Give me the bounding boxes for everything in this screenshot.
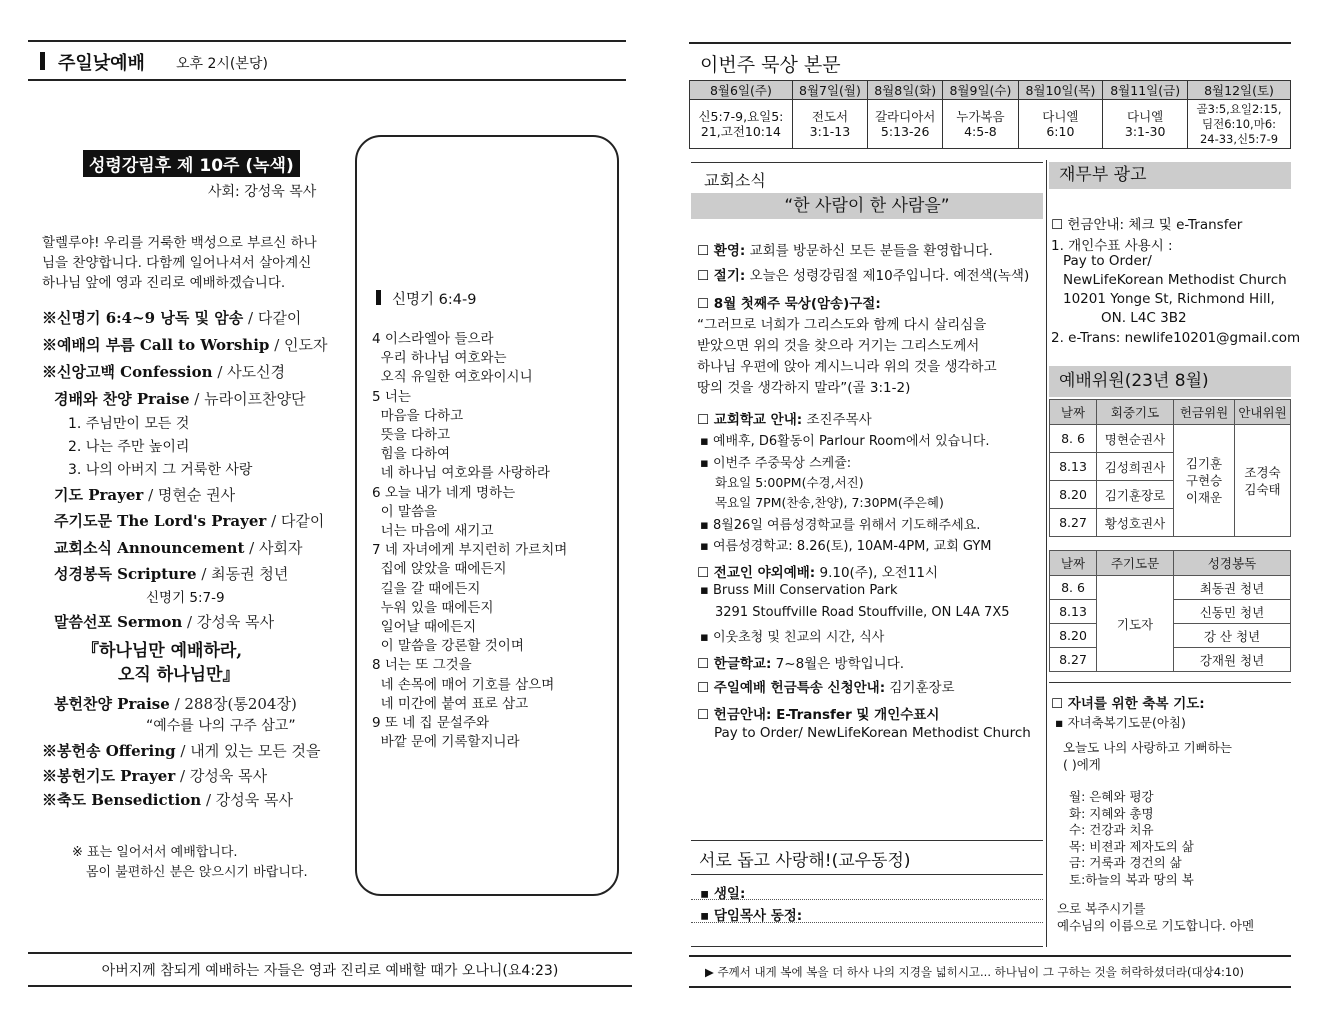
news-school-time: 화요일 5:00PM(수경,서진) [715, 475, 864, 490]
column-divider [1046, 160, 1047, 947]
verse-line: 바깥 문에 기록할지니라 [372, 734, 520, 751]
sermon-title-line1: 『하나님만 예배하라, [82, 641, 243, 661]
verse-line: 이 말씀을 강론할 것이며 [372, 638, 524, 655]
offering-team: 김기훈 구현승 이재운 [1174, 425, 1235, 537]
care-title: 서로 돕고 사랑해!(교우동정) [699, 851, 911, 871]
order-item: ※예배의 부름 Call to Worship / 인도자 [42, 336, 328, 354]
verse-line: 일어날 때에든지 [372, 619, 477, 635]
schedule-day: 8월10일(목) [1018, 81, 1103, 100]
verse-line: 5 너는 [372, 388, 411, 405]
offering-praise: 봉헌찬양 Praise / 288장(통204장) [54, 695, 297, 713]
hymn-3: 3. 나의 아버지 그 거룩한 사랑 [68, 462, 253, 478]
service-title: 성령강림후 제 10주 (녹색) [83, 150, 300, 177]
lords-prayer-leader: 기도자 [1097, 576, 1174, 672]
footer-rule-top [28, 952, 632, 954]
verse-line: 마음을 다하고 [372, 407, 464, 424]
finance-title: 재무부 광고 [1049, 162, 1291, 189]
news-outdoor: ☐ 전교인 야외예배: 9.10(주), 오전11시 [697, 565, 939, 581]
schedule-day: 8월8일(화) [868, 81, 943, 100]
care-pastor: ▪ 담임목사 동정: [700, 908, 803, 924]
news-banner: “한 사람이 한 사람을” [691, 193, 1043, 219]
top-rule [28, 40, 626, 42]
top-rule [689, 42, 1291, 44]
schedule-passage: 다니엘 3:1-30 [1103, 100, 1188, 149]
prayer-days: 월: 은혜와 평강 화: 지혜와 총명 수: 건강과 치유 목: 비젼과 제자도의 삶 금: 거룩과 경건의 삶 토:하늘의 복과 땅의 복 [1069, 789, 1194, 887]
finance-line: NewLifeKorean Methodist Church [1063, 272, 1287, 288]
news-school-time: 목요일 7PM(찬송,찬양), 7:30PM(주은혜) [715, 495, 944, 510]
verse-line: 길을 갈 때에든지 [372, 580, 481, 597]
care-rule [691, 946, 1043, 947]
schedule-passage: 골3:5,요일2:15, 딤전6:10,마6: 24-33,신5:7-9 [1188, 100, 1291, 149]
news-rule [691, 162, 1043, 163]
verse-line: 누워 있을 때에든지 [372, 599, 494, 616]
schedule-passage: 다니엘 6:10 [1018, 100, 1103, 149]
news-season: ☐ 절기: 오늘은 성령강림절 제10주입니다. 예전색(녹색) [697, 268, 1030, 284]
order-item: 교회소식 Announcement / 사회자 [54, 539, 303, 557]
verse-line: 7 네 자녀에게 부지런히 가르치며 [372, 542, 568, 559]
verse-line: 9 또 네 집 문설주와 [372, 715, 490, 731]
verse-line: 8 너는 또 그것을 [372, 657, 472, 674]
finance-line: Pay to Order/ [1063, 253, 1152, 269]
news-memory-label: ☐ 8월 첫째주 묵상(암송)구절: [697, 296, 881, 312]
news-school-item: ▪ 여름성경학교: 8.26(토), 10AM-4PM, 교회 GYM [700, 539, 992, 554]
care-birthday: ▪ 생일: [700, 886, 746, 902]
order-item: 기도 Prayer / 명현순 권사 [54, 486, 236, 504]
presider: 사회: 강성욱 목사 [208, 184, 317, 200]
sermon-title-line2: 오직 하나님만』 [118, 665, 240, 685]
news-outdoor-note: ▪ 이웃초청 및 친교의 시간, 식사 [700, 630, 885, 645]
verse-line: 네 미간에 붙여 표로 삼고 [372, 695, 529, 712]
reading-duty-table: 날짜 주기도문 성경봉독 8. 6 기도자 최동권 청년 8.13 신동민 청년 8.20 강 산 청년 8.27 강재원 청년 [1049, 550, 1291, 672]
order-item: ※신명기 6:4~9 낭독 및 암송 / 다같이 [42, 309, 302, 327]
footer-verse: 아버지께 참되게 예배하는 자들은 영과 진리로 예배할 때가 오나니(요4:23) [101, 963, 559, 979]
hymn-1: 1. 주님만이 모든 것 [68, 416, 190, 432]
schedule-day: 8월11일(금) [1103, 81, 1188, 100]
usher-team: 조경숙 김숙태 [1235, 425, 1291, 537]
news-title: 교회소식 [704, 171, 766, 190]
verse-line: 이 말씀을 [372, 503, 438, 520]
care-rule [691, 874, 1043, 875]
schedule-passage: 누가복음 4:5-8 [943, 100, 1018, 149]
schedule-day: 8월9일(수) [943, 81, 1018, 100]
news-welcome: ☐ 환영: 교회를 방문하신 모든 분들을 환영합니다. [697, 243, 993, 259]
news-school-item: ▪ 이번주 주중묵상 스케쥴: [700, 456, 852, 471]
verse-line: 4 이스라엘아 들으라 [372, 331, 494, 347]
bar-mark [40, 52, 45, 70]
schedule-day: 8월6일(주) [690, 81, 793, 100]
header-rule [28, 79, 626, 81]
finance-line: ☐ 헌금안내: 체크 및 e-Transfer [1051, 217, 1243, 233]
order-item: ※봉헌송 Offering / 내게 있는 모든 것을 [42, 742, 321, 760]
order-item: 주기도문 The Lord's Prayer / 다같이 [54, 512, 325, 530]
finance-line: 1. 개인수표 사용시 : [1051, 238, 1173, 254]
news-outdoor-addr: 3291 Stouffville Road Stouffville, ON L4A 7X5 [715, 605, 1010, 620]
prayer-sub: ▪ 자녀축복기도문(아침) [1055, 715, 1186, 730]
news-etransfer: Pay to Order/ NewLifeKorean Methodist Church [714, 725, 1031, 741]
prayer-lines: 오늘도 나의 사랑하고 기뻐하는 ( )에게 [1063, 740, 1232, 772]
footer-rule-bottom [28, 985, 632, 987]
meditation-title: 이번주 묵상 본문 [700, 54, 841, 76]
schedule-day: 8월7일(월) [792, 81, 867, 100]
meditation-schedule [689, 80, 1291, 149]
news-etransfer-label: ☐ 헌금안내: E-Transfer 및 개인수표시 [697, 707, 940, 723]
news-offering-song: ☐ 주일예배 헌금특송 신청안내: 김기훈장로 [697, 680, 955, 696]
sermon: 말씀선포 Sermon / 강성욱 목사 [54, 613, 275, 631]
finance-line: 10201 Yonge St, Richmond Hill, [1063, 291, 1275, 307]
prayer-closing: 으로 복주시기를 예수님의 이름으로 기도합니다. 아멘 [1057, 901, 1255, 933]
news-outdoor-place: ▪ Bruss Mill Conservation Park [700, 583, 898, 598]
verse-line: 집에 앉았을 때에든지 [372, 561, 507, 578]
worship-time: 오후 2시(본당) [176, 56, 268, 72]
verse-line: 오직 유일한 여호와이시니 [372, 369, 533, 386]
verse-line: 뜻을 다하고 [372, 427, 451, 443]
dotted-rule [691, 899, 1043, 900]
prayer-title: ☐ 자녀를 위한 축복 기도: [1051, 696, 1205, 712]
news-school-item: ▪ 8월26일 여름성경학교를 위해서 기도해주세요. [700, 518, 981, 533]
news-korean-school: ☐ 한글학교: 7~8월은 방학입니다. [697, 656, 905, 672]
news-memory-verse: “그러므로 너희가 그리스도와 함께 다시 살리심을 받았으면 위의 것을 찾으라 거기는 그리스도께서 하나님 우편에 앉아 계시느니라 위의 것을 생각하고 땅의 것을 생각하지 말라”(골 3:1-2) [697, 317, 997, 396]
news-school: ☐ 교회학교 안내: 조진주목사 [697, 412, 872, 428]
hymn-2: 2. 나는 주만 높이리 [68, 439, 190, 455]
footer-verse: ▶ 주께서 내게 복에 복을 더 하사 나의 지경을 넓히시고... 하나님이 그 구하는 것을 허락하셨더라(대상4:10) [705, 965, 1245, 979]
schedule-day: 8월12일(토) [1188, 81, 1291, 100]
finance-line: 2. e-Trans: newlife10201@gmail.com [1051, 330, 1301, 346]
order-item: ※봉헌기도 Prayer / 강성욱 목사 [42, 767, 268, 785]
scripture-ref: 신명기 5:7-9 [146, 590, 225, 606]
verse-line: 너는 마음에 새기고 [372, 523, 494, 539]
order-item: 경배와 찬양 Praise / 뉴라이프찬양단 [54, 390, 306, 408]
order-item: ※신앙고백 Confession / 사도신경 [42, 363, 286, 381]
verse-line: 힘을 다하여 [372, 446, 451, 463]
footer-rule-top [689, 955, 1291, 957]
bar-mark [376, 290, 381, 305]
worship-duty-title: 예배위원(23년 8월) [1049, 366, 1291, 397]
prayer-rule [1049, 682, 1291, 683]
standing-note: ※ 표는 일어서서 예배합니다. 몸이 불편하신 분은 앉으시기 바랍니다. [72, 845, 308, 880]
verse-line: 네 손목에 매어 기호를 삼으며 [372, 676, 555, 693]
dotted-rule [691, 922, 1043, 923]
order-item: ※축도 Bensediction / 강성욱 목사 [42, 791, 294, 809]
verse-line: 우리 하나님 여호와는 [372, 350, 507, 367]
schedule-passage: 갈라디아서 5:13-26 [868, 100, 943, 149]
intro-text: 할렐루야! 우리를 거룩한 백성으로 부르신 하나 님을 찬양합니다. 다함께 일어나셔서 살아계신 하나님 앞에 영과 진리로 예배하겠습니다. [42, 235, 317, 291]
verse-line: 네 하나님 여호와를 사랑하라 [372, 465, 550, 482]
news-school-item: ▪ 예배후, D6활동이 Parlour Room에서 있습니다. [700, 434, 990, 449]
verse-title: 신명기 6:4-9 [392, 292, 477, 308]
schedule-passage: 신5:7-9,요일5: 21,고전10:14 [690, 100, 793, 149]
care-rule [691, 840, 1043, 841]
worship-duty-table: 날짜 회중기도 헌금위원 안내위원 8. 6 명현순권사 김기훈 구현승 이재운 조경숙 김숙태 8.13 김성희권사 8.20 김기훈장로 8.27 황성호권사 [1049, 399, 1291, 537]
footer-rule-bottom [689, 986, 1291, 988]
order-item: 성경봉독 Scripture / 최동권 청년 [54, 565, 289, 583]
praise-song: “예수를 나의 구주 삼고” [146, 718, 296, 734]
finance-line: ON. L4C 3B2 [1101, 310, 1187, 326]
verse-line: 6 오늘 내가 네게 명하는 [372, 484, 516, 501]
worship-title: 주일낮예배 [58, 53, 145, 74]
schedule-passage: 전도서 3:1-13 [792, 100, 867, 149]
